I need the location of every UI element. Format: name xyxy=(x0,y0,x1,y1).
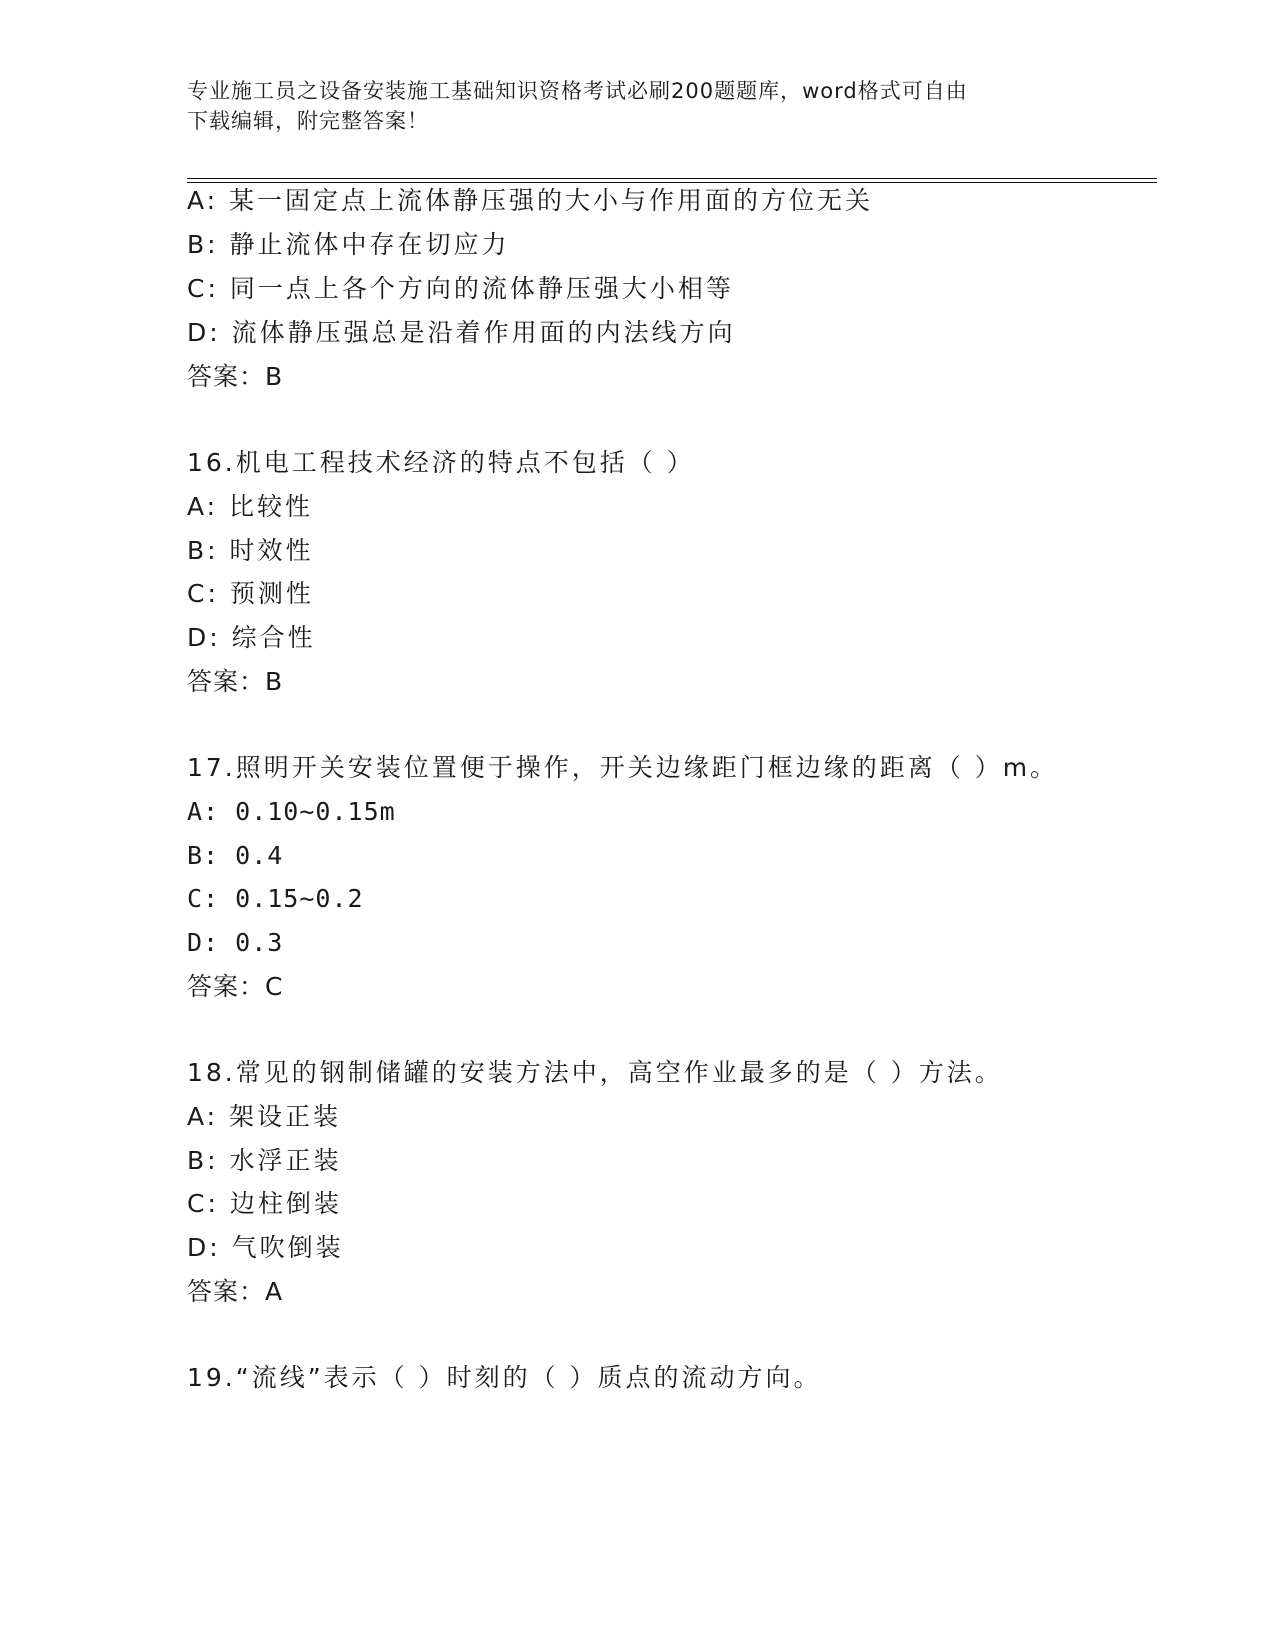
document-page xyxy=(187,0,1157,1650)
q15-option-a: A: 某一固定点上流体静压强的大小与作用面的方位无关 xyxy=(187,186,874,215)
q17-option-b: B: 0.4 xyxy=(187,841,284,870)
q18-option-a: A: 架设正装 xyxy=(187,1102,342,1131)
header-divider xyxy=(187,178,1157,183)
q18-option-d: D: 气吹倒装 xyxy=(187,1233,344,1262)
q17-option-c: C: 0.15~0.2 xyxy=(187,884,364,913)
header-line-1: 专业施工员之设备安装施工基础知识资格考试必刷200题题库，word格式可自由 xyxy=(187,79,968,103)
q16-option-b: B: 时效性 xyxy=(187,536,314,565)
q17-answer: 答案：C xyxy=(187,972,284,1001)
q19-question: 19.“流线”表示（ ）时刻的（ ）质点的流动方向。 xyxy=(187,1363,822,1392)
q16-option-c: C: 预测性 xyxy=(187,579,314,608)
q16-option-a: A: 比较性 xyxy=(187,492,314,521)
q18-option-b: B: 水浮正装 xyxy=(187,1146,342,1175)
q16-option-d: D: 综合性 xyxy=(187,623,316,652)
q16-answer: 答案：B xyxy=(187,667,284,696)
q18-question: 18.常见的钢制储罐的安装方法中，高空作业最多的是（ ）方法。 xyxy=(187,1058,1003,1087)
q18-answer: 答案：A xyxy=(187,1277,284,1306)
q17-option-a: A: 0.10~0.15m xyxy=(187,797,396,826)
q18-option-c: C: 边柱倒装 xyxy=(187,1189,342,1218)
document-header xyxy=(187,76,1067,136)
q15-option-b: B: 静止流体中存在切应力 xyxy=(187,230,510,259)
q15-option-c: C: 同一点上各个方向的流体静压强大小相等 xyxy=(187,274,734,303)
header-line-2: 下载编辑，附完整答案！ xyxy=(187,109,429,133)
q16-question: 16.机电工程技术经济的特点不包括（ ） xyxy=(187,448,695,477)
q17-question: 17.照明开关安装位置便于操作，开关边缘距门框边缘的距离（ ）m。 xyxy=(187,753,1059,782)
q15-answer: 答案：B xyxy=(187,362,284,391)
q17-option-d: D: 0.3 xyxy=(187,928,284,957)
q15-option-d: D: 流体静压强总是沿着作用面的内法线方向 xyxy=(187,318,736,347)
